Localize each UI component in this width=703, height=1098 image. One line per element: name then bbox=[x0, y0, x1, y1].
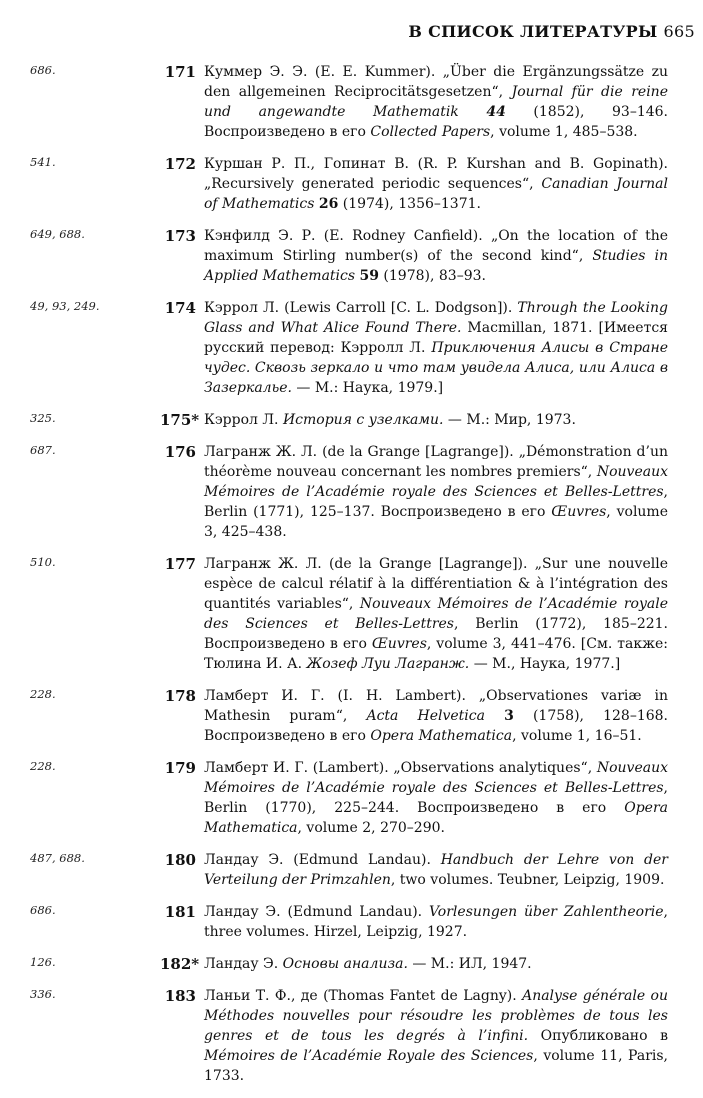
entry-text-part: Canadian Journal of Mathematics bbox=[204, 176, 668, 212]
entry-text-part: (E. E. Kummer). „Über die Ergänzungssätze zu den allgemeinen Reciprocitätsgesetzen“, bbox=[204, 64, 669, 100]
bibliography-entry bbox=[0, 686, 703, 746]
bibliography-entry bbox=[0, 554, 703, 674]
entry-number: 171 bbox=[164, 63, 196, 81]
page-references: 228. bbox=[30, 759, 56, 773]
bibliography-entry bbox=[0, 62, 703, 142]
entry-text-part: , volume 3, 425–438. bbox=[204, 504, 668, 540]
entry-text-part: Nouveaux Mémoires de l’Académie royale des Sciences et Belles-Lettres bbox=[204, 760, 668, 796]
entry-author: Ламберт И. Г. bbox=[204, 760, 309, 776]
entry-text-part: Приключения Алисы в Стране чудес. Сквозь зеркало и что там увидела Алиса, или Алиса в Зазеркалье. bbox=[204, 340, 668, 396]
page-references: 686. bbox=[30, 63, 56, 77]
entry-text-part: Macmillan, 1871. [Имеется русский перевод: Кэрролл Л. bbox=[204, 320, 668, 356]
entry-text-part: Journal für die reine und angewandte Mathematik bbox=[204, 84, 668, 120]
entry-text-part: Handbuch der Lehre von der Verteilung der Primzahlen bbox=[204, 852, 668, 888]
entry-number: 173 bbox=[164, 227, 196, 245]
page-references: 49, 93, 249. bbox=[30, 299, 100, 313]
entry-number: 175* bbox=[160, 411, 200, 429]
bibliography-entry bbox=[0, 298, 703, 398]
entry-text-part: Opera Mathematica bbox=[370, 728, 513, 744]
entry-text-part: (Edmund Landau). bbox=[280, 904, 429, 920]
entry-author: Кэнфилд Э. Р. bbox=[204, 228, 316, 244]
page-references: 686. bbox=[30, 903, 56, 917]
entry-text bbox=[204, 758, 668, 838]
entry-text bbox=[204, 154, 668, 214]
bibliography-entry bbox=[0, 902, 703, 942]
entry-text bbox=[204, 62, 668, 142]
entry-text-part: (1852), 93–146. Воспроизведено в его bbox=[204, 104, 668, 140]
entry-text bbox=[204, 226, 668, 286]
entry-text-part: Жозеф Луи Лагранж. bbox=[306, 656, 470, 672]
entry-text-part: , volume 1, 16–51. bbox=[512, 728, 642, 744]
entry-text bbox=[204, 986, 668, 1086]
entry-text bbox=[204, 686, 668, 746]
bibliography-entry bbox=[0, 954, 703, 974]
entry-text-part: Collected Papers bbox=[370, 124, 491, 140]
entry-text-part: , Berlin (1771), 125–137. Воспроизведено в его bbox=[204, 484, 668, 520]
entry-number: 174 bbox=[164, 299, 196, 317]
bibliography-list bbox=[0, 62, 703, 1098]
entry-text-part: — М.: Наука, 1979.] bbox=[291, 380, 444, 396]
page-references: 228. bbox=[30, 687, 56, 701]
entry-text-part: (R. P. Kurshan and B. Gopinath). „Recursively generated periodic sequences“, bbox=[204, 156, 669, 192]
entry-text-part: — М., Наука, 1977.] bbox=[469, 656, 621, 672]
bibliography-entry bbox=[0, 758, 703, 838]
running-header bbox=[408, 22, 695, 41]
entry-text-part: (Lewis Carroll [C. L. Dodgson]). bbox=[279, 300, 518, 316]
bibliography-entry bbox=[0, 986, 703, 1086]
entry-text-part: Mémoires de l’Académie Royale des Sciences bbox=[204, 1048, 534, 1064]
entry-text-part: Основы анализа. bbox=[282, 956, 408, 972]
entry-author: Кэррол Л. bbox=[204, 412, 279, 428]
entry-author: Ландау Э. bbox=[204, 852, 284, 868]
bibliography-entry bbox=[0, 850, 703, 890]
entry-text-part: (de la Grange [Lagrange]). „Démonstration d’un théorème nouveau concernant les nombres premiers“, bbox=[204, 444, 668, 480]
entry-author: Ландау Э. bbox=[204, 956, 279, 972]
entry-text-part: Studies in Applied Mathematics bbox=[204, 248, 668, 284]
entry-author: Кэррол Л. bbox=[204, 300, 280, 316]
entry-author: Лагранж Ж. Л. bbox=[204, 444, 318, 460]
entry-number: 178 bbox=[164, 687, 196, 705]
entry-text-part: 44 bbox=[486, 104, 506, 120]
entry-text-part: (1758), 128–168. Воспроизведено в его bbox=[204, 708, 668, 744]
entry-text-part: , three volumes. Hirzel, Leipzig, 1927. bbox=[204, 904, 668, 940]
entry-text-part: — М.: ИЛ, 1947. bbox=[407, 956, 532, 972]
bibliography-entry bbox=[0, 226, 703, 286]
page-references: 649, 688. bbox=[30, 227, 85, 241]
entry-number: 182* bbox=[160, 955, 200, 973]
entry-text bbox=[204, 902, 668, 942]
entry-text-part: , volume 3, 441–476. [См. также: Тюлина И. А. bbox=[204, 636, 668, 672]
page-references: 687. bbox=[30, 443, 56, 457]
page-references: 487, 688. bbox=[30, 851, 85, 865]
bibliography-entry bbox=[0, 410, 703, 430]
entry-text-part: (Lambert). „Observations analytiques“, bbox=[308, 760, 597, 776]
entry-text-part: (de la Grange [Lagrange]). „Sur une nouvelle espèce de calcul rélatif à la différentiation & à l’intégration des quantités variables“, bbox=[204, 556, 668, 612]
entry-text-part: Through the Looking Glass and What Alice Found There. bbox=[204, 300, 668, 336]
entry-text-part: 3 bbox=[504, 708, 514, 724]
entry-author: Ландау Э. bbox=[204, 904, 281, 920]
page-references: 126. bbox=[30, 955, 56, 969]
entry-text bbox=[204, 850, 668, 890]
entry-text bbox=[204, 442, 668, 542]
entry-text-part: Analyse générale ou Méthodes nouvelles pour résoudre les problèmes de tous les genres et de tous les degrés à l’infini. bbox=[204, 988, 668, 1044]
entry-author: Лагранж Ж. Л. bbox=[204, 556, 322, 572]
entry-text-part: Vorlesungen über Zahlentheorie bbox=[428, 904, 664, 920]
entry-text-part: Œuvres bbox=[371, 636, 427, 652]
entry-text-part: Опубликовано в bbox=[528, 1028, 668, 1044]
entry-text bbox=[204, 298, 668, 398]
entry-text bbox=[204, 554, 668, 674]
entry-text-part: (Thomas Fantet de Lagny). bbox=[317, 988, 523, 1004]
entry-text-part: , volume 2, 270–290. bbox=[297, 820, 445, 836]
entry-number: 180 bbox=[164, 851, 196, 869]
entry-number: 172 bbox=[164, 155, 196, 173]
entry-number: 179 bbox=[164, 759, 196, 777]
entry-text-part: Nouveaux Mémoires de l’Académie royale des Sciences et Belles-Lettres bbox=[204, 464, 668, 500]
entry-author: Куршан Р. П., Гопинат В. bbox=[204, 156, 409, 172]
entry-text-part: , volume 1, 485–538. bbox=[490, 124, 638, 140]
entry-author: Ланьи Т. Ф., де bbox=[204, 988, 318, 1004]
entry-text bbox=[204, 954, 668, 974]
entry-number: 183 bbox=[164, 987, 196, 1005]
page-references: 336. bbox=[30, 987, 56, 1001]
entry-text-part: , Berlin (1770), 225–244. Воспроизведено в его bbox=[204, 780, 668, 816]
entry-text-part: , Berlin (1772), 185–221. Воспроизведено в его bbox=[204, 616, 668, 652]
entry-text-part: История с узелками. bbox=[282, 412, 444, 428]
entry-text-part: Œuvres bbox=[551, 504, 607, 520]
entry-text-part: , two volumes. Teubner, Leipzig, 1909. bbox=[390, 872, 665, 888]
entry-text-part: Nouveaux Mémoires de l’Académie royale des Sciences et Belles-Lettres bbox=[204, 596, 669, 632]
entry-text-part: Opera Mathematica bbox=[204, 800, 668, 836]
page-references: 510. bbox=[30, 555, 56, 569]
page-number: 665 bbox=[663, 22, 695, 41]
entry-author: Куммер Э. Э. bbox=[204, 64, 308, 80]
entry-text-part: 26 bbox=[318, 196, 339, 212]
entry-text-part: (1978), 83–93. bbox=[378, 268, 486, 284]
entry-text-part: 59 bbox=[359, 268, 379, 284]
entry-text-part: , volume 11, Paris, 1733. bbox=[204, 1048, 668, 1084]
header-title: В СПИСОК ЛИТЕРАТУРЫ bbox=[408, 22, 658, 41]
entry-text-part: (1974), 1356–1371. bbox=[338, 196, 481, 212]
entry-author: Ламберт И. Г. bbox=[204, 688, 325, 704]
entry-text-part: (Edmund Landau). bbox=[283, 852, 441, 868]
bibliography-entry bbox=[0, 442, 703, 542]
entry-number: 176 bbox=[164, 443, 196, 461]
entry-text-part: Acta Helvetica bbox=[366, 708, 505, 724]
entry-text-part: (I. H. Lambert). „Observationes variæ in Mathesin puram“, bbox=[204, 688, 668, 724]
bibliography-entry bbox=[0, 154, 703, 214]
page-references: 325. bbox=[30, 411, 56, 425]
entry-number: 177 bbox=[164, 555, 196, 573]
entry-number: 181 bbox=[164, 903, 196, 921]
entry-text-part: (E. Rodney Canfield). „On the location of the maximum Stirling number(s) of the second kind“, bbox=[204, 228, 668, 264]
page-references: 541. bbox=[30, 155, 56, 169]
entry-text bbox=[204, 410, 668, 430]
entry-text-part: — М.: Мир, 1973. bbox=[443, 412, 576, 428]
